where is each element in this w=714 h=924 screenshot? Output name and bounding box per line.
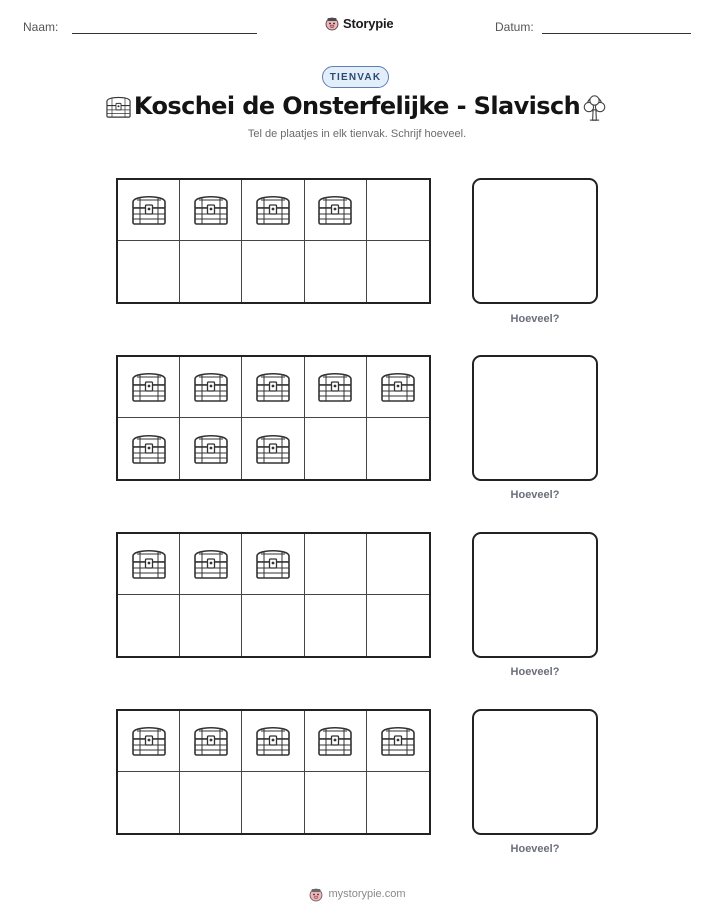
frame-cell [367, 418, 429, 479]
treasure-chest-icon [253, 192, 293, 228]
frame-cell [180, 241, 242, 302]
frame-cell [305, 534, 367, 595]
treasure-chest-icon [191, 431, 231, 467]
treasure-chest-icon [253, 546, 293, 582]
frame-cell [180, 357, 242, 418]
ten-frame-4 [116, 709, 431, 835]
answer-label-1: Hoeveel? [510, 313, 560, 325]
name-label: Naam: [23, 20, 59, 34]
frame-cell [118, 180, 180, 241]
frame-cell [118, 534, 180, 595]
frame-cell [305, 357, 367, 418]
treasure-chest-icon [378, 723, 418, 759]
treasure-chest-icon [191, 369, 231, 405]
page-title: Koschei de Onsterfelijke - Slavisch [133, 92, 581, 120]
frame-cell [367, 241, 429, 302]
treasure-chest-icon [129, 546, 169, 582]
frame-cell [118, 595, 180, 656]
frame-cell [305, 711, 367, 772]
pig-mascot-icon [324, 15, 340, 31]
frame-cell [367, 180, 429, 241]
answer-box-1[interactable] [472, 178, 598, 304]
tree-icon [580, 94, 609, 122]
frame-cell [118, 418, 180, 479]
treasure-chest-icon [129, 192, 169, 228]
frame-cell [180, 711, 242, 772]
frame-cell [367, 595, 429, 656]
frame-cell [367, 357, 429, 418]
name-field[interactable] [72, 33, 257, 34]
brand-name: Storypie [343, 15, 394, 31]
ten-frame-3 [116, 532, 431, 658]
worksheet-type-badge: TIENVAK [322, 66, 389, 88]
answer-box-4[interactable] [472, 709, 598, 835]
treasure-chest-icon [191, 546, 231, 582]
frame-cell [242, 711, 304, 772]
treasure-chest-icon [129, 723, 169, 759]
frame-cell [305, 418, 367, 479]
treasure-chest-icon [253, 723, 293, 759]
frame-cell [180, 418, 242, 479]
frame-cell [242, 595, 304, 656]
ten-frame-2 [116, 355, 431, 481]
frame-cell [367, 772, 429, 833]
frame-cell [118, 711, 180, 772]
answer-label-2: Hoeveel? [510, 489, 560, 501]
date-label: Datum: [495, 20, 534, 34]
ten-frame-1 [116, 178, 431, 304]
frame-cell [242, 418, 304, 479]
treasure-chest-icon [378, 369, 418, 405]
treasure-chest-icon [191, 723, 231, 759]
footer-url: mystorypie.com [328, 888, 406, 900]
frame-cell [242, 534, 304, 595]
footer [0, 886, 714, 902]
frame-cell [305, 595, 367, 656]
frame-cell [242, 241, 304, 302]
frame-cell [180, 772, 242, 833]
brand-logo [324, 13, 393, 33]
frame-cell [305, 241, 367, 302]
frame-cell [118, 772, 180, 833]
frame-cell [305, 772, 367, 833]
answer-box-3[interactable] [472, 532, 598, 658]
frame-cell [180, 595, 242, 656]
frame-cell [118, 357, 180, 418]
date-field[interactable] [542, 33, 691, 34]
answer-label-4: Hoeveel? [510, 843, 560, 855]
frame-cell [242, 180, 304, 241]
frame-cell [118, 241, 180, 302]
frame-cell [305, 180, 367, 241]
frame-cell [242, 772, 304, 833]
treasure-chest-icon [253, 431, 293, 467]
treasure-chest-icon [315, 369, 355, 405]
frame-cell [180, 180, 242, 241]
frame-cell [242, 357, 304, 418]
frame-cell [367, 534, 429, 595]
treasure-chest-icon [315, 192, 355, 228]
treasure-chest-icon [129, 369, 169, 405]
answer-label-3: Hoeveel? [510, 666, 560, 678]
treasure-chest-icon [129, 431, 169, 467]
frame-cell [180, 534, 242, 595]
answer-box-2[interactable] [472, 355, 598, 481]
treasure-chest-icon [253, 369, 293, 405]
treasure-chest-icon [191, 192, 231, 228]
pig-mascot-icon [308, 886, 324, 902]
instructions: Tel de plaatjes in elk tienvak. Schrijf hoeveel. [247, 128, 467, 140]
frame-cell [367, 711, 429, 772]
treasure-chest-icon [315, 723, 355, 759]
